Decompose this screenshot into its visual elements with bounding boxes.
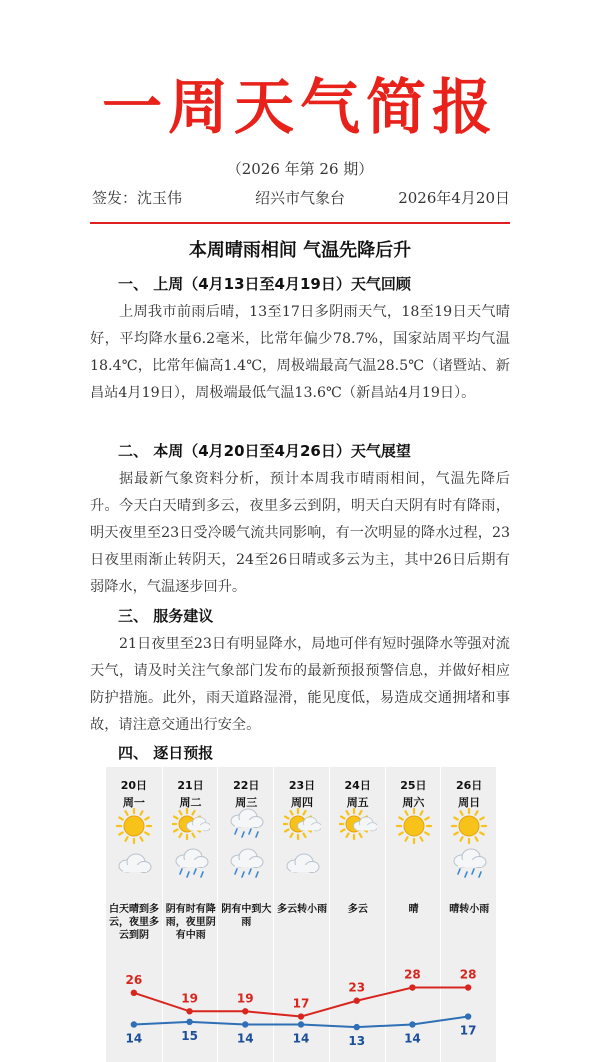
- forecast-weekday: 周二: [179, 796, 202, 809]
- forecast-weekday: 周六: [402, 796, 425, 809]
- high-temp-point: [465, 984, 471, 990]
- forecast-weekday: 周日: [458, 796, 481, 809]
- forecast-date: 20日: [120, 779, 147, 792]
- section-1-heading: 一、 上周（4月13日至4月19日）天气回顾: [118, 275, 411, 293]
- section-4-heading: 四、 逐日预报: [118, 744, 214, 762]
- high-temp-label: 28: [404, 967, 421, 982]
- low-temp-point: [242, 1021, 248, 1027]
- high-temp-label: 19: [236, 991, 254, 1006]
- forecast-weekday: 周四: [290, 796, 313, 809]
- high-temp-point: [131, 990, 137, 996]
- section-3-heading: 三、 服务建议: [118, 607, 214, 625]
- forecast-date: 24日: [344, 779, 371, 792]
- headline: 本周晴雨相间 气温先降后升: [188, 240, 412, 261]
- issue-date: 2026年4月20日: [398, 189, 510, 207]
- divider-rule: [90, 222, 510, 224]
- section-2-heading: 二、 本周（4月20日至4月26日）天气展望: [118, 442, 411, 460]
- section-1-text: 上周我市前雨后晴，13至17日多阴雨天气，18至19日天气晴好，平均降水量6.2毫米，比常年偏少78.7%，国家站周平均气温18.4℃，比常年偏高1.4℃，周极端最高气温28.5℃（诸暨站、新昌站4月19日），周极端最低气温13.6℃（新昌站4月19日）。: [90, 304, 510, 401]
- low-temp-point: [409, 1021, 415, 1027]
- low-temp-label: 14: [125, 1031, 143, 1046]
- temperature-chart: [106, 767, 496, 1062]
- low-temp-point: [186, 1019, 192, 1025]
- report-title: 一周天气简报: [102, 73, 498, 143]
- section-3-text: 21日夜里至23日有明显降水，局地可伴有短时强降水等强对流天气，请及时关注气象部门发布的最新预报预警信息，并做好相应防护措施。此外，雨天道路湿滑，能见度低，易造成交通拥堵和事故，请注意交通出行安全。: [90, 636, 510, 733]
- high-temp-label: 28: [459, 967, 477, 982]
- high-temp-label: 23: [348, 980, 366, 995]
- forecast-weekday: 周三: [235, 796, 258, 809]
- low-temp-label: 15: [181, 1028, 198, 1043]
- low-temp-label: 14: [236, 1031, 254, 1046]
- forecast-description: 阴有时有降雨，夜里阴有中雨: [165, 904, 216, 941]
- low-temp-point: [465, 1013, 471, 1019]
- forecast-date: 23日: [288, 779, 316, 792]
- low-temp-label: 17: [459, 1023, 477, 1038]
- high-temp-point: [409, 984, 415, 990]
- low-temp-point: [354, 1024, 360, 1030]
- agency: 绍兴市气象台: [254, 189, 345, 207]
- low-temp-point: [298, 1021, 304, 1027]
- forecast-description: 晴: [408, 904, 419, 915]
- section-2-text: 据最新气象资料分析，预计本周我市晴雨相间，气温先降后升。今天白天晴到多云，夜里多云到阴，明天白天阴有时有降雨，明天夜里至23日受冷暖气流共同影响，有一次明显的降水过程，23日夜里雨渐止转阴天，24至26日晴或多云为主，其中26日后期有弱降水，气温逐步回升。: [90, 471, 510, 595]
- issuer: 签发：沈玉伟: [92, 189, 183, 207]
- high-temp-label: 19: [181, 991, 198, 1006]
- issue-number: （2026 年第 26 期）: [226, 160, 374, 178]
- high-temp-point: [354, 998, 360, 1004]
- daily-forecast-panel: [106, 767, 496, 1062]
- forecast-date: 21日: [177, 779, 204, 792]
- forecast-description: 阴有中到大雨: [221, 904, 272, 928]
- forecast-description: 白天晴到多云，夜里多云到阴: [109, 904, 159, 941]
- high-temp-point: [186, 1008, 192, 1014]
- forecast-date: 26日: [455, 779, 483, 792]
- forecast-description: 晴转小雨: [449, 904, 490, 915]
- high-temp-point: [298, 1013, 304, 1019]
- high-temp-label: 17: [292, 996, 310, 1011]
- low-temp-label: 14: [292, 1031, 310, 1046]
- forecast-description: 多云转小雨: [277, 904, 328, 915]
- forecast-description: 多云: [347, 904, 368, 915]
- low-temp-point: [131, 1021, 137, 1027]
- forecast-weekday: 周一: [122, 796, 145, 809]
- forecast-date: 22日: [233, 779, 260, 792]
- forecast-weekday: 周五: [346, 796, 369, 809]
- low-temp-label: 14: [404, 1031, 421, 1046]
- high-temp-label: 26: [125, 972, 143, 987]
- high-temp-point: [242, 1008, 248, 1014]
- low-temp-label: 13: [348, 1034, 366, 1049]
- forecast-date: 25日: [400, 779, 427, 792]
